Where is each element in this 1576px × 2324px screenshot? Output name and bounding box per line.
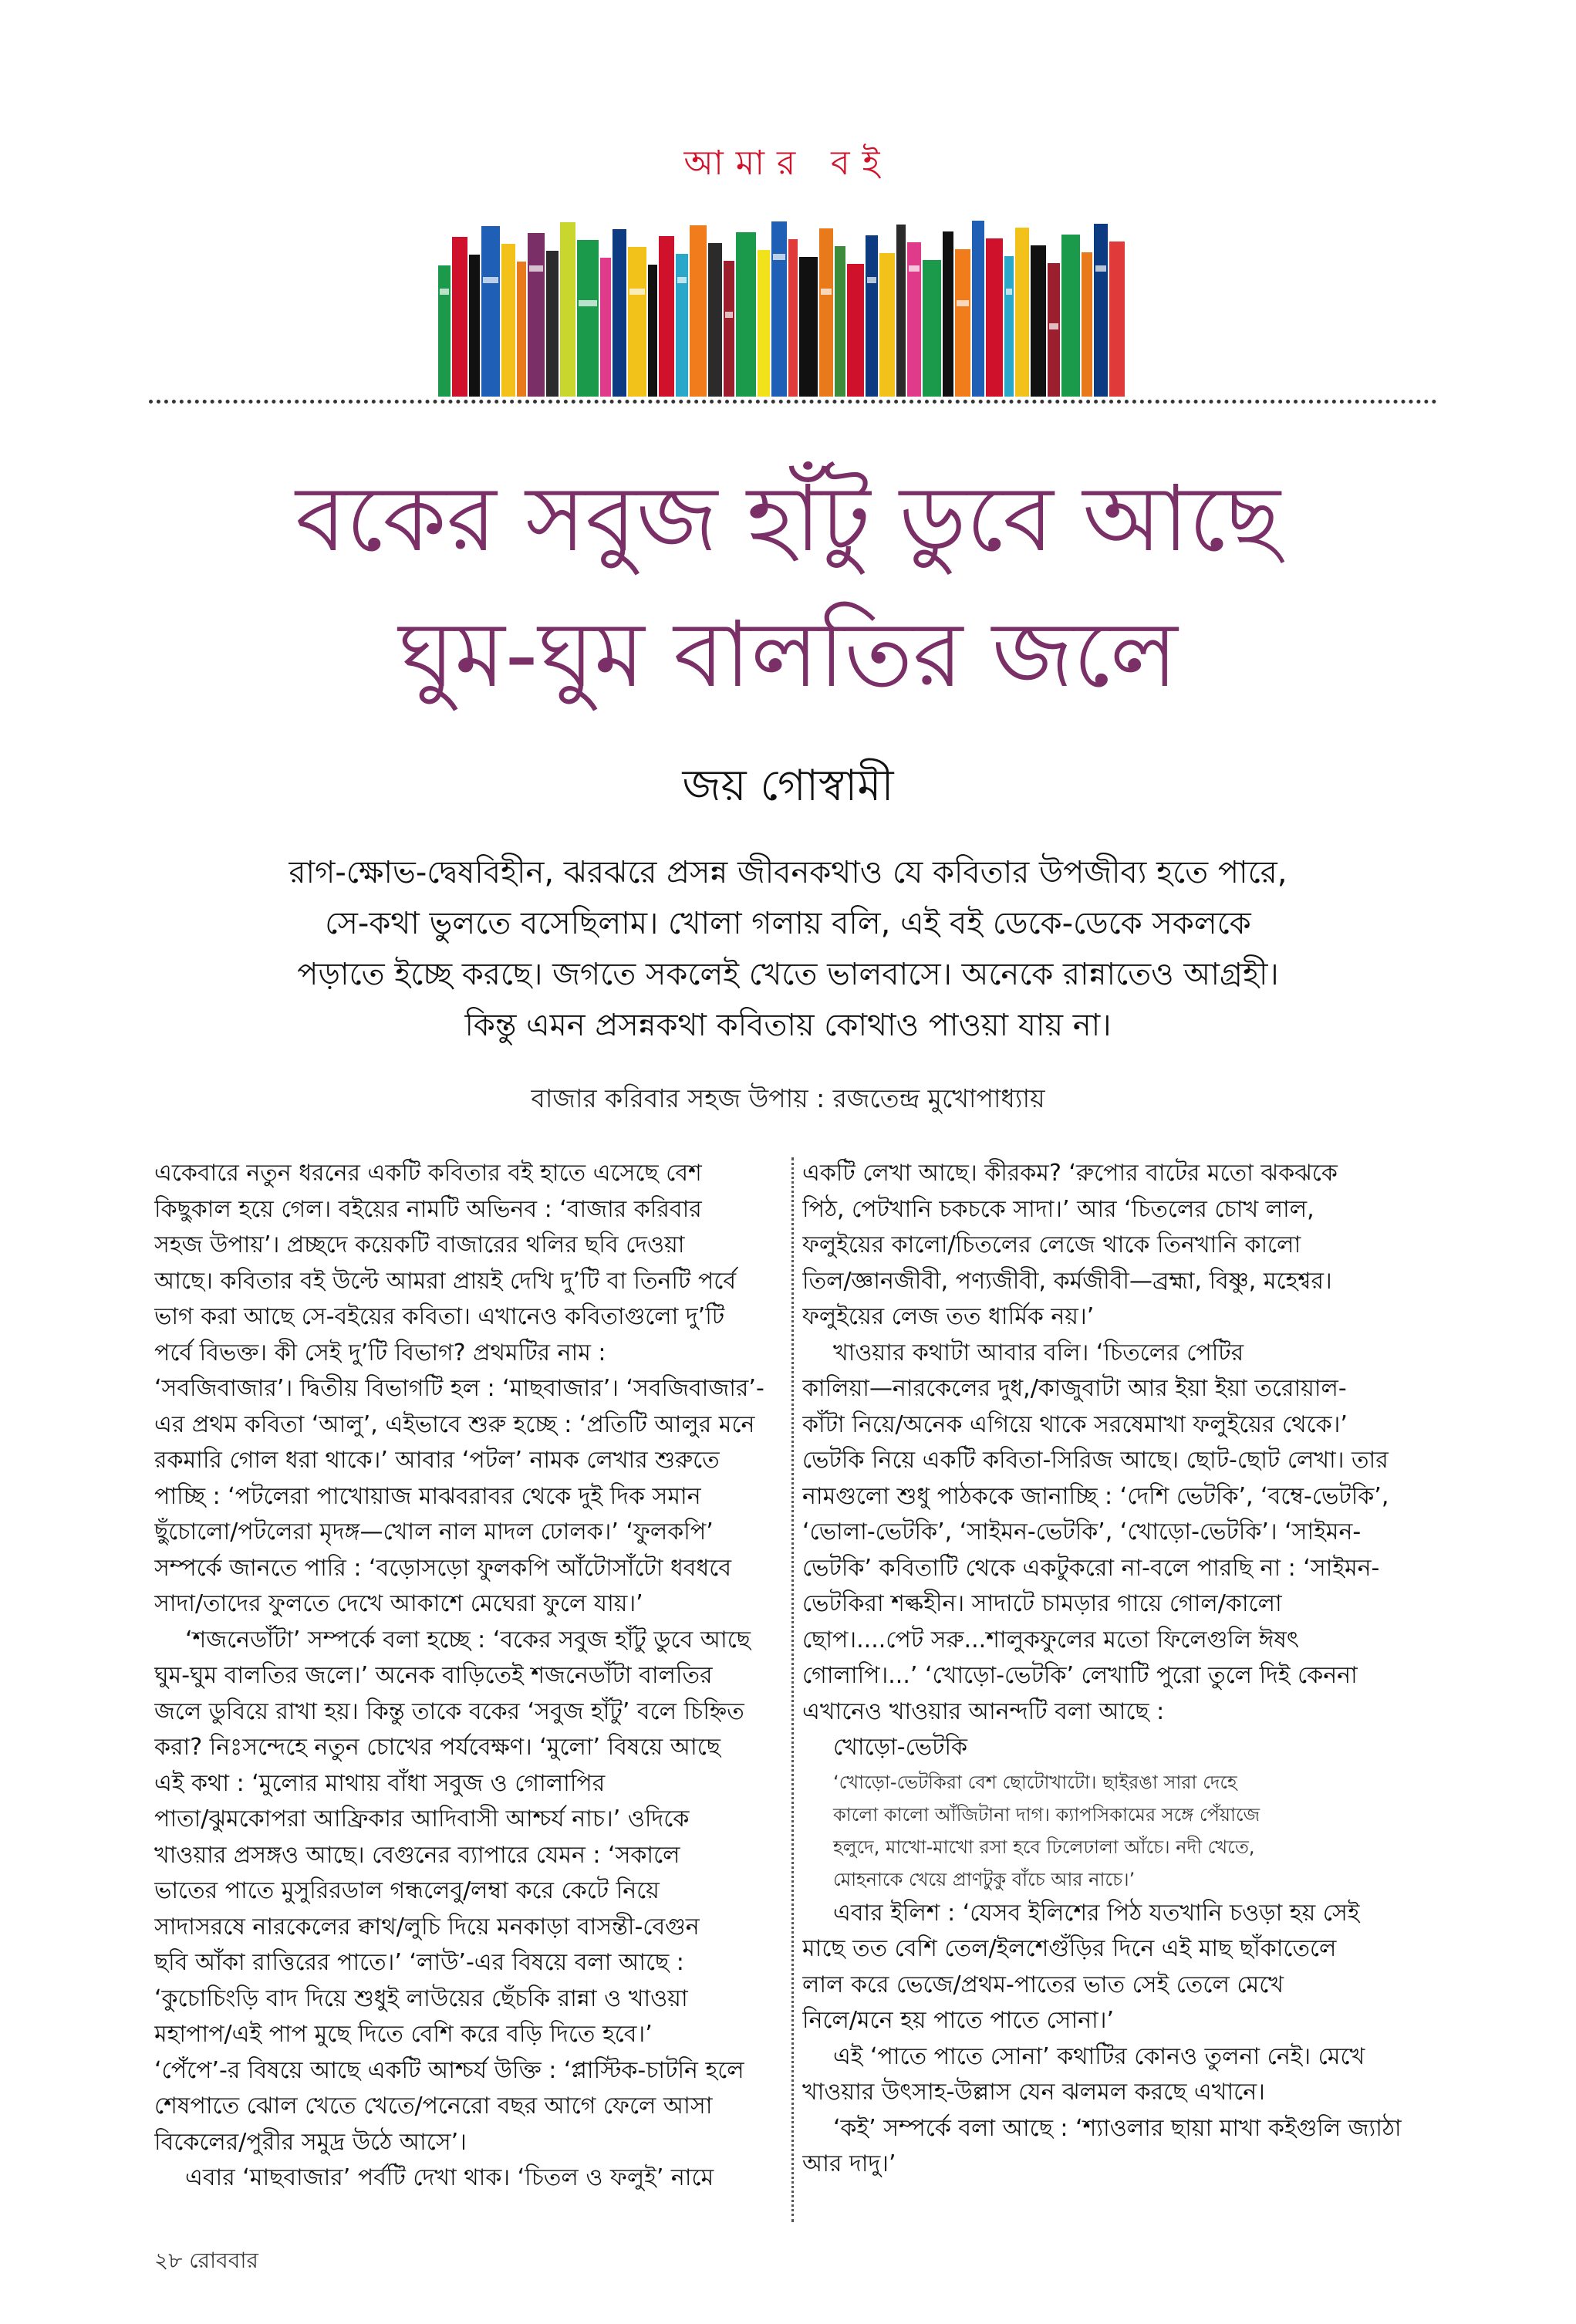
book-spine — [866, 235, 878, 397]
column-divider — [791, 1157, 794, 2222]
body-line: রকমারি গোল ধরা থাকে।’ আবার ‘পটল’ নামক লেখার শুরুতে — [154, 1447, 720, 1474]
body-line: এবার ইলিশ : ‘যেসব ইলিশের পিঠ যতখানি চওড়া হয় সেই — [833, 1899, 1360, 1927]
book-spine-band — [1049, 323, 1058, 329]
book-spine — [1004, 256, 1014, 397]
body-line: খোড়ো-ভেটকি — [833, 1734, 968, 1761]
book-spine — [943, 231, 953, 397]
book-spine — [528, 233, 545, 397]
title-line-1: বকের সবুজ হাঁটু ডুবে আছে — [295, 465, 1281, 572]
body-line: ‘কই’ সম্পর্কে বলা আছে : ‘শ্যাওলার ছায়া মাখা কইগুলি জ্যাঠা — [833, 2114, 1402, 2142]
body-line: খাওয়ার প্রসঙ্গও আছে। বেগুনের ব্যাপারে যেমন : ‘সকালে — [154, 1841, 680, 1869]
book-spine — [600, 258, 611, 397]
body-line: তিল/জ্ঞানজীবী, পণ্যজীবী, কর্মজীবী—ব্রহ্মা, বিষ্ণু, মহেশ্বর। — [802, 1267, 1332, 1295]
body-line: ‘খোড়ো-ভেটকিরা বেশ ছোটোখাটো। ছাইরঙা সারা দেহে — [833, 1771, 1237, 1793]
book-spine — [659, 236, 674, 397]
book-spine — [972, 221, 984, 397]
body-line: মাছে তত বেশি তেল/ইলশেগুঁড়ির দিনে এই মাছ ছাঁকাতেলে — [802, 1935, 1337, 1962]
book-spine — [1015, 228, 1029, 397]
body-line: নিলে/মনে হয় পাতে পাতে সোনা।’ — [802, 2007, 1115, 2034]
book-spine — [1109, 242, 1125, 397]
book-spine-band — [957, 300, 969, 306]
book-spine — [1082, 252, 1092, 397]
book-spine — [835, 246, 845, 397]
intro-line: পড়াতে ইচ্ছে করছে। জগতে সকলেই খেতে ভালবাসে। অনেকে রান্নাতেও আগ্রহী। — [297, 957, 1279, 992]
body-line: একেবারে নতুন ধরনের একটি কবিতার বই হাতে এসেছে বেশ — [154, 1160, 702, 1187]
dotted-rule — [149, 400, 1437, 404]
body-line: কালিয়া—নারকেলের দুধ,/কাজুবাটা আর ইয়া ইয়া তরোয়াল- — [802, 1375, 1347, 1402]
book-spine — [676, 254, 688, 397]
body-line: বিকেলের/পুরীর সমুদ্র উঠে আসে’। — [154, 2128, 467, 2156]
body-line: ফলুইয়ের লেজ তত ধার্মিক নয়।’ — [802, 1303, 1095, 1330]
book-spine — [1094, 224, 1108, 397]
body-line: ভাগ করা আছে সে-বইয়ের কবিতা। এখানেও কবিতাগুলো দু’টি — [154, 1303, 725, 1330]
book-spine — [469, 255, 480, 397]
book-spine — [788, 239, 798, 397]
book-spine-band — [773, 254, 785, 260]
body-line: সম্পর্কে জানতে পারি : ‘বড়োসড়ো ফুলকপি আঁটোসাঁটো ধবধবে — [154, 1554, 732, 1582]
book-spine-band — [1006, 289, 1012, 295]
title-line-2: ঘুম-ঘুম বালতির জলে — [398, 601, 1178, 708]
body-line: খাওয়ার কথাটা আবার বলি। ‘চিতলের পেটির — [833, 1339, 1244, 1366]
body-line: ‘সবজিবাজার’। দ্বিতীয় বিভাগটি হল : ‘মাছবাজার’। ‘সবজিবাজার’- — [154, 1375, 764, 1402]
body-line: ফলুইয়ের কালো/চিতলের লেজে থাকে তিনখানি কালো — [802, 1231, 1301, 1258]
book-spine — [1061, 235, 1080, 397]
body-line: পাতা/ঝুমকোপরা আফ্রিকার আদিবাসী আশ্চর্য নাচ।’ ওদিকে — [154, 1805, 690, 1833]
body-line: পাচ্ছি : ‘পটলেরা পাখোয়াজ মাঝবরাবর থেকে দুই দিক সমান — [154, 1482, 701, 1510]
book-spine — [923, 260, 941, 397]
bookshelf-illustration — [438, 219, 1140, 397]
body-line: ছোপ।....পেট সরু...শালুকফুলের মতো ফিলেগুলি ঈষৎ — [802, 1626, 1299, 1653]
body-line: ছুঁচোলো/পটলেরা মৃদঙ্গ—খোল নাল মাদল ঢোলক।’ ‘ফুলকপি’ — [154, 1518, 714, 1545]
book-spine — [736, 232, 756, 397]
book-spine — [517, 262, 526, 397]
body-line: ‘ভোলা-ভেটকি’, ‘সাইমন-ভেটকি’, ‘খোড়ো-ভেটকি’। ‘সাইমন- — [802, 1518, 1362, 1545]
body-line: ভেটকিরা শল্কহীন। সাদাটে চামড়ার গায়ে গোল/কালো — [802, 1590, 1282, 1617]
book-spine — [1048, 263, 1060, 397]
book-spine — [758, 250, 770, 397]
book-spine-band — [677, 277, 687, 283]
body-line: খাওয়ার উৎসাহ-উল্লাস যেন ঝলমল করছে এখানে। — [802, 2079, 1265, 2106]
body-line: কালো কালো আঁজিটানা দাগ। ক্যাপসিকামের সঙ্গে পেঁয়াজে — [833, 1803, 1260, 1826]
intro-line: রাগ-ক্ষোভ-দ্বেষবিহীন, ঝরঝরে প্রসন্ন জীবনকথাও যে কবিতার উপজীব্য হতে পারে, — [289, 855, 1287, 890]
book-spine — [438, 265, 451, 397]
book-spine — [771, 221, 787, 397]
body-line: ‘পেঁপে’-র বিষয়ে আছে একটি আশ্চর্য উক্তি : ‘প্লাস্টিক-চাটনি হলে — [154, 2056, 744, 2084]
book-spine-band — [629, 289, 645, 295]
book-spine — [481, 226, 500, 397]
body-line: নামগুলো শুধু পাঠককে জানাচ্ছি : ‘দেশি ভেটকি’, ‘বম্বে-ভেটকি’, — [802, 1482, 1389, 1510]
book-spine-band — [529, 265, 543, 272]
book-spine-band — [867, 277, 876, 283]
body-line: এখানেও খাওয়ার আনন্দটি বলা আছে : — [802, 1697, 1165, 1725]
body-line: এর প্রথম কবিতা ‘আলু’, এইভাবে শুরু হচ্ছে : ‘প্রতিটি আলুর মনে — [154, 1410, 755, 1438]
body-line: ঘুম-ঘুম বালতির জলে।’ অনেক বাড়িতেই শজনেডাঁটা বালতির — [154, 1662, 713, 1689]
body-line: আর দাদু।’ — [802, 2150, 896, 2177]
body-line: মোহনাকে খেয়ে প্রাণটুকু বাঁচে আর নাচে।’ — [833, 1868, 1136, 1890]
book-spine — [799, 257, 818, 397]
body-line: কিছুকাল হয়ে গেল। বইয়ের নামটি অভিনব : ‘বাজার করিবার — [154, 1195, 702, 1223]
author-name: জয় গোস্বামী — [682, 761, 894, 811]
body-line: সাদা/তাদের ফুলতে দেখে আকাশে মেঘেরা ফুলে যায়।’ — [154, 1590, 643, 1617]
book-spine — [708, 243, 722, 397]
book-spine — [690, 225, 707, 397]
intro-standfirst — [185, 847, 1391, 1051]
book-spine — [648, 265, 657, 397]
left-column — [154, 1156, 833, 2197]
body-line: এবার ‘মাছবাজার’ পর্বটি দেখা থাক। ‘চিতল ও ফলুই’ নামে — [185, 2164, 714, 2191]
body-line: ‘কুচোচিংড়ি বাদ দিয়ে শুধুই লাউয়ের ছেঁচকি রান্না ও খাওয়া — [154, 1985, 688, 2012]
body-line: ভাতের পাতে মুসুরিরডাল গন্ধলেবু/লম্বা করে কেটে নিয়ে — [154, 1877, 660, 1904]
article-title — [0, 451, 1576, 722]
book-spine-band — [483, 277, 498, 283]
body-line: কাঁটা নিয়ে/অনেক এগিয়ে থাকে সরষেমাখা ফলুইয়ের থেকে।’ — [802, 1410, 1348, 1438]
book-reference: বাজার করিবার সহজ উপায় : রজতেন্দ্র মুখোপাধ্যায় — [531, 1083, 1045, 1113]
book-spine — [501, 244, 515, 397]
body-line: ‘শজনেডাঁটা’ সম্পর্কে বলা হচ্ছে : ‘বকের সবুজ হাঁটু ডুবে আছে — [185, 1626, 751, 1653]
body-line: লাল করে ভেজে/প্রথম-পাতের ভাত সেই তেলে মেখে — [802, 1971, 1284, 1998]
book-spine — [896, 225, 906, 397]
body-line: একটি লেখা আছে। কীরকম? ‘রুপোর বাটের মতো ঝকঝকে — [802, 1160, 1338, 1187]
intro-line: সে-কথা ভুলতে বসেছিলাম। খোলা গলায় বলি, এই বই ডেকে-ডেকে সকলকে — [325, 906, 1251, 941]
book-spine — [879, 253, 895, 397]
body-line: সাদাসরষে নারকেলের ক্বাথ/লুচি দিয়ে মনকাড়া বাসন্তী-বেগুন — [154, 1913, 700, 1941]
book-spine — [577, 240, 599, 397]
book-spine — [613, 229, 626, 397]
intro-line: কিন্তু এমন প্রসন্নকথা কবিতায় কোথাও পাওয়া যায় না। — [464, 1008, 1112, 1043]
book-spine-band — [1095, 265, 1106, 272]
body-line: মহাপাপ/এই পাপ মুছে দিতে বেশি করে বড়ি দিতে হবে।’ — [154, 2021, 653, 2048]
book-spine-band — [909, 265, 920, 272]
body-line: ভেটকি’ কবিতাটি থেকে একটুকরো না-বলে পারছি না : ‘সাইমন- — [802, 1554, 1380, 1582]
body-line: ছবি আঁকা রাত্তিরের পাতে।’ ‘লাউ’-এর বিষয়ে বলা আছে : — [154, 1949, 684, 1976]
body-line: হলুদে, মাখো-মাখো রসা হবে ঢিলেঢালা আঁচে। নদী খেতে, — [833, 1836, 1255, 1858]
body-line: আছে। কবিতার বই উল্টে আমরা প্রায়ই দেখি দু’টি বা তিনটি পর্বে — [154, 1267, 737, 1295]
body-line: ভেটকি নিয়ে একটি কবিতা-সিরিজ আছে। ছোট-ছোট লেখা। তার — [802, 1447, 1389, 1474]
book-spine-band — [579, 300, 597, 306]
book-spine-band — [725, 312, 733, 318]
body-line: জলে ডুবিয়ে রাখা হয়। কিন্তু তাকে বকের ‘সবুজ হাঁটু’ বলে চিহ্নিত — [154, 1697, 744, 1725]
book-spine — [452, 237, 467, 397]
book-spine — [955, 249, 970, 397]
body-line: পর্বে বিভক্ত। কী সেই দু’টি বিভাগ? প্রথমটির নাম : — [154, 1339, 606, 1366]
book-spine-band — [821, 289, 832, 295]
book-spine — [546, 251, 559, 397]
book-spine — [724, 261, 734, 397]
right-column — [802, 1156, 1481, 2183]
book-spine — [628, 247, 646, 397]
page-footer: ২৮ রোববার — [154, 2248, 258, 2273]
body-line: শেষপাতে ঝোল খেতে খেতে/পনেরো বছর আগে ফেলে আসা — [154, 2093, 713, 2120]
book-spine — [986, 238, 1003, 397]
body-line: পিঠ, পেটখানি চকচকে সাদা।’ আর ‘চিতলের চোখ লাল, — [802, 1195, 1314, 1223]
body-line: করা? নিঃসন্দেহে নতুন চোখের পর্যবেক্ষণ। ‘মুলো’ বিষয়ে আছে — [154, 1734, 721, 1761]
book-spine — [560, 222, 575, 397]
book-spine-band — [440, 289, 449, 295]
body-line: গোলাপি।...’ ‘খোড়ো-ভেটকি’ লেখাটি পুরো তুলে দিই কেননা — [802, 1662, 1358, 1689]
body-line: এই ‘পাতে পাতে সোনা’ কথাটির কোনও তুলনা নেই। মেখে — [833, 2042, 1365, 2070]
book-spine — [819, 228, 833, 397]
body-line: এই কথা : ‘মুলোর মাথায় বাঁধা সবুজ ও গোলাপির — [154, 1769, 606, 1797]
section-label: আমার বই — [683, 144, 893, 183]
book-spine — [847, 264, 864, 397]
body-line: সহজ উপায়’। প্রচ্ছদে কয়েকটি বাজারের থলির ছবি দেওয়া — [154, 1231, 685, 1258]
book-spine — [1031, 245, 1046, 397]
